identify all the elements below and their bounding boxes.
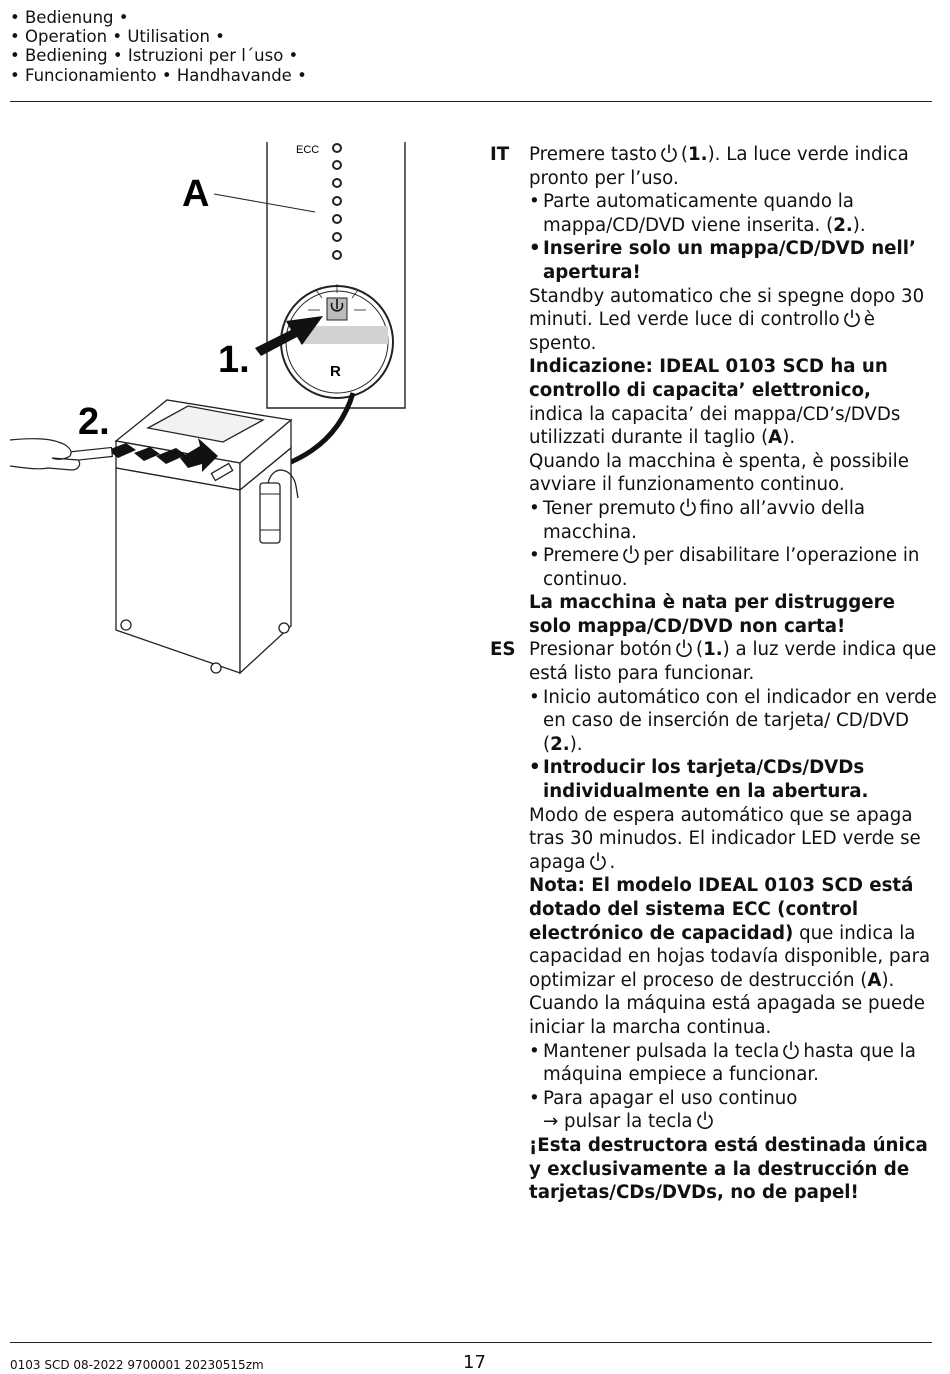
shredder-illustration <box>8 138 438 688</box>
es-text: Inicio automático con el indicador en verde en caso de inserción de tarjeta/ CD/DVD ( <box>543 686 937 755</box>
power-icon <box>679 497 697 517</box>
power-icon <box>622 544 640 564</box>
footer-document-code: 0103 SCD 08-2022 9700001 20230515zm <box>10 1358 264 1372</box>
power-icon <box>675 638 693 658</box>
es-text: → pulsar la tecla <box>543 1111 693 1133</box>
header-line: • Funcionamiento • Handhavande • <box>10 65 307 85</box>
it-text: è spento. <box>529 309 875 354</box>
es-text: que indica la capacidad en hojas todavía disponible, para optimizar el proceso de destrucción ( <box>529 922 931 991</box>
es-bullet <box>529 1040 942 1087</box>
ecc-led-column <box>333 144 341 259</box>
it-text: ). <box>782 427 796 449</box>
es-warning: ¡Esta destructora está destinada única y exclusivamente a la destrucción de tarjetas/CDs/DVDs, no de papel! <box>529 1134 928 1204</box>
it-bullet-bold: • Inserire solo un mappa/CD/DVD nell’ apertura! <box>529 237 942 284</box>
es-text: ). <box>881 969 895 991</box>
es-text: ( <box>695 639 704 661</box>
it-text: Premere <box>543 545 620 567</box>
instructions-column <box>490 143 942 1205</box>
es-text: ) a luz verde indica que está listo para funcionar. <box>529 639 937 685</box>
reverse-label: R <box>330 363 341 380</box>
page-header <box>10 8 307 85</box>
es-text: Presionar botón <box>529 639 672 661</box>
es-text: . <box>609 851 616 873</box>
es-text: Para apagar el uso continuo <box>543 1087 798 1109</box>
hand-with-card <box>10 439 112 470</box>
section-it <box>490 143 942 638</box>
it-bullet <box>529 544 942 591</box>
es-paragraph: Cuando la máquina está apagada se puede iniciar la marcha continua. <box>529 993 925 1038</box>
page-number: 17 <box>463 1352 486 1373</box>
es-text: hasta que la máquina empiece a funcionar. <box>543 1040 916 1086</box>
power-icon <box>843 308 861 328</box>
es-step-ref: 1. <box>703 639 723 661</box>
it-paragraph <box>529 403 942 450</box>
it-text: Premere tasto <box>529 144 657 165</box>
ecc-label: ECC <box>296 144 320 156</box>
es-text: Mantener pulsada la tecla <box>543 1040 780 1062</box>
es-ref-a: A <box>867 969 882 991</box>
power-icon <box>782 1040 800 1060</box>
es-bullet-bold: • Introducir los tarjeta/CDs/DVDs individualmente en la abertura. <box>529 756 942 803</box>
it-paragraph <box>529 285 942 356</box>
it-paragraph <box>529 143 942 190</box>
es-paragraph <box>529 804 942 875</box>
power-icon <box>696 1110 714 1130</box>
it-bullet <box>529 497 942 544</box>
header-line: • Operation • Utilisation • <box>10 27 225 47</box>
section-es <box>490 638 942 1204</box>
es-text: ). <box>569 733 583 755</box>
power-icon <box>589 851 607 871</box>
it-text: Standby automatico che si spegne dopo 30 minuti. Led verde luce di controllo <box>529 285 925 331</box>
it-text: Tener premuto <box>543 497 676 519</box>
power-icon <box>660 143 678 163</box>
step-2-label: 2. <box>78 401 110 443</box>
es-text: Modo de espera automático que se apaga tras 30 minudos. El indicador LED verde se apaga <box>529 804 921 873</box>
it-paragraph: Quando la macchina è spenta, è possibile avviare il funzionamento continuo. <box>529 450 909 496</box>
it-step-ref: 2. <box>833 214 853 236</box>
es-bullet <box>529 1087 942 1111</box>
it-note-bold: Indicazione: IDEAL 0103 SCD ha un controllo di capacita’ elettronico, <box>529 356 888 401</box>
footer-divider <box>10 1342 932 1343</box>
it-text: ). La luce verde indica pronto per l’uso. <box>529 144 909 189</box>
it-text: per disabilitare l’operazione in continuo. <box>543 545 920 590</box>
shredder-body <box>116 400 298 673</box>
it-text: fino all’avvio della macchina. <box>543 497 866 543</box>
it-step-ref: 1. <box>688 144 708 165</box>
es-bullet <box>529 686 942 757</box>
lang-code-es: ES <box>490 639 516 661</box>
it-ref-a: A <box>768 427 783 449</box>
label-a: A <box>182 173 210 215</box>
es-bullet-continuation <box>529 1110 942 1134</box>
it-text: ( <box>680 144 688 165</box>
es-note-bold: Nota: El modelo IDEAL 0103 SCD está dotado del sistema ECC (control electrónico de capacidad) <box>529 875 914 944</box>
it-text: ). <box>852 214 866 236</box>
it-warning: La macchina è nata per distruggere solo mappa/CD/DVD non carta! <box>529 592 895 637</box>
header-divider <box>10 101 932 102</box>
step-1-label: 1. <box>218 339 250 381</box>
es-paragraph <box>529 638 942 685</box>
es-paragraph <box>529 874 942 992</box>
header-line: • Bediening • Istruzioni per l´uso • <box>10 46 299 66</box>
it-text: Parte automaticamente quando la mappa/CD/DVD viene inserita. ( <box>543 191 854 236</box>
lang-code-it: IT <box>490 144 510 165</box>
it-bullet <box>529 190 942 237</box>
it-text: indica la capacita’ dei mappa/CD’s/DVDs utilizzati durante il taglio ( <box>529 403 901 449</box>
header-line: • Bedienung • <box>10 8 129 27</box>
es-step-ref: 2. <box>550 733 570 755</box>
